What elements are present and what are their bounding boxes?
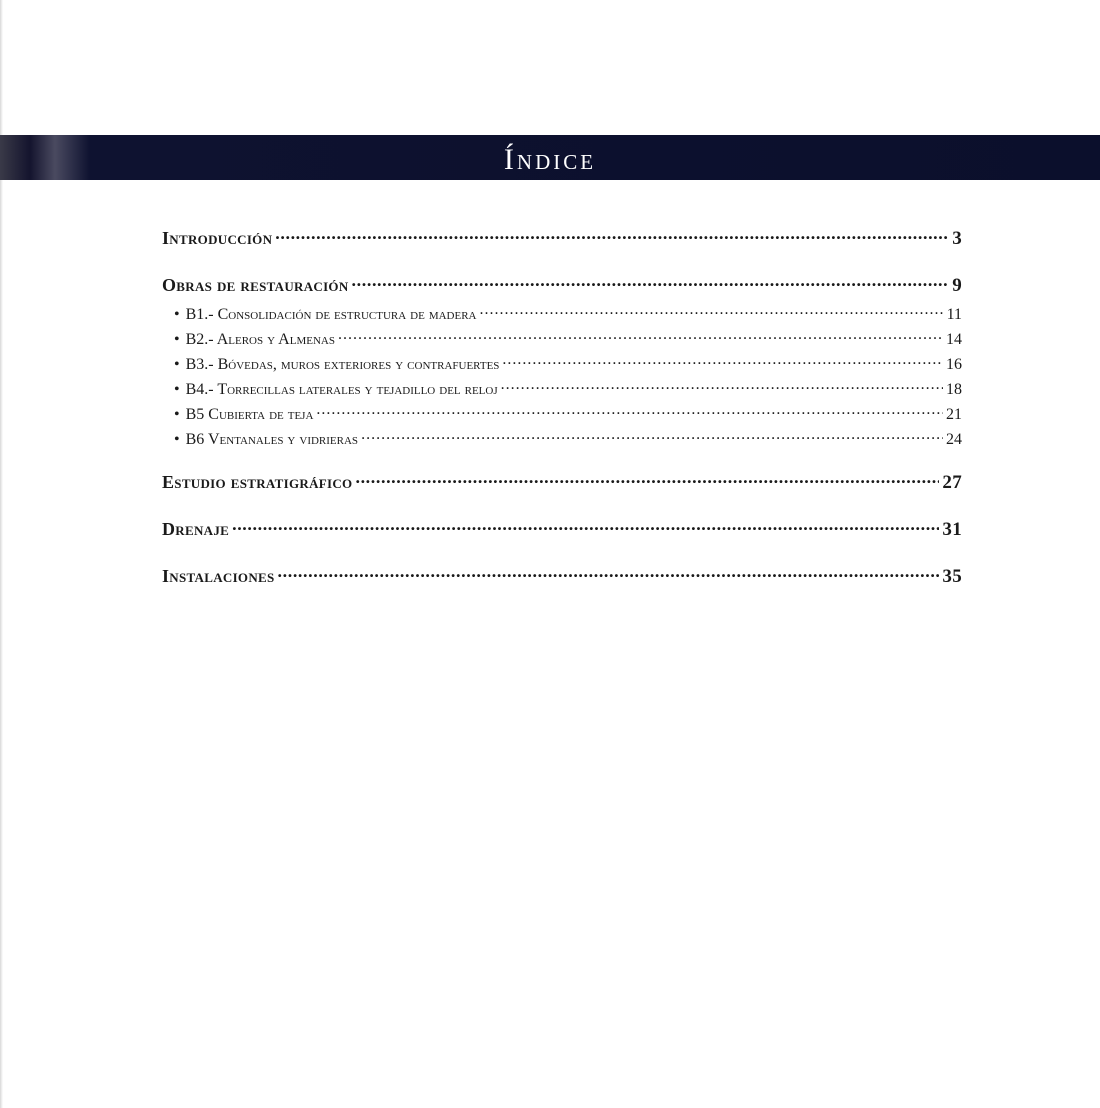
toc-entry-instalaciones[interactable] <box>162 564 962 594</box>
toc-page-number: 27 <box>942 472 962 493</box>
toc-entry-label: Drenaje <box>162 519 230 539</box>
toc-page-number: 31 <box>942 519 962 540</box>
toc-page-number: 21 <box>946 406 962 423</box>
title-banner <box>0 135 1100 180</box>
dot-leader <box>501 378 943 394</box>
toc-subentry-b3[interactable] <box>162 353 962 378</box>
toc-entry-label: Introducción <box>162 228 273 248</box>
toc-page-number: 9 <box>952 275 962 296</box>
toc-subentry-b5[interactable] <box>162 403 962 428</box>
toc-entry-estudio-estratigrafico[interactable] <box>162 470 962 500</box>
dot-leader <box>355 470 939 488</box>
toc-subentry-label: B1.- Consolidación de estructura de madera <box>185 306 477 323</box>
toc-page-number: 24 <box>946 431 962 448</box>
toc-subentry-b6[interactable] <box>162 428 962 453</box>
dot-leader <box>316 403 943 419</box>
toc-page-number: 11 <box>946 306 962 323</box>
dot-leader <box>278 564 940 582</box>
bullet-icon: • <box>174 306 180 323</box>
dot-leader <box>361 428 943 444</box>
toc-entry-introduccion[interactable] <box>162 226 962 256</box>
toc-subentry-b1[interactable] <box>162 303 962 328</box>
toc-page-number: 35 <box>942 566 962 587</box>
toc-entry-label: Obras de restauración <box>162 275 349 295</box>
toc-page-number: 14 <box>946 331 962 348</box>
toc-entry-obras-de-restauracion[interactable] <box>162 273 962 303</box>
bullet-icon: • <box>174 406 180 423</box>
dot-leader <box>275 226 949 244</box>
table-of-contents <box>162 226 962 594</box>
dot-leader <box>338 328 943 344</box>
toc-entry-label: Estudio estratigráfico <box>162 472 353 492</box>
toc-subentry-label: B6 Ventanales y vidrieras <box>185 431 359 448</box>
toc-entry-label: Instalaciones <box>162 566 275 586</box>
toc-page-number: 18 <box>946 381 962 398</box>
toc-page-number: 16 <box>946 356 962 373</box>
bullet-icon: • <box>174 356 180 373</box>
toc-page-number: 3 <box>952 228 962 249</box>
dot-leader <box>502 353 943 369</box>
bullet-icon: • <box>174 381 180 398</box>
toc-subentry-label: B5 Cubierta de teja <box>185 406 314 423</box>
page-title: Índice <box>503 142 597 176</box>
dot-leader <box>480 303 944 319</box>
toc-subentry-label: B2.- Aleros y Almenas <box>185 331 335 348</box>
bullet-icon: • <box>174 431 180 448</box>
dot-leader <box>352 273 950 291</box>
toc-subentry-label: B3.- Bóvedas, muros exteriores y contrafuertes <box>185 356 500 373</box>
bullet-icon: • <box>174 331 180 348</box>
dot-leader <box>232 517 939 535</box>
toc-subentry-b4[interactable] <box>162 378 962 403</box>
toc-subentry-b2[interactable] <box>162 328 962 353</box>
toc-entry-drenaje[interactable] <box>162 517 962 547</box>
toc-subentry-label: B4.- Torrecillas laterales y tejadillo del reloj <box>185 381 498 398</box>
